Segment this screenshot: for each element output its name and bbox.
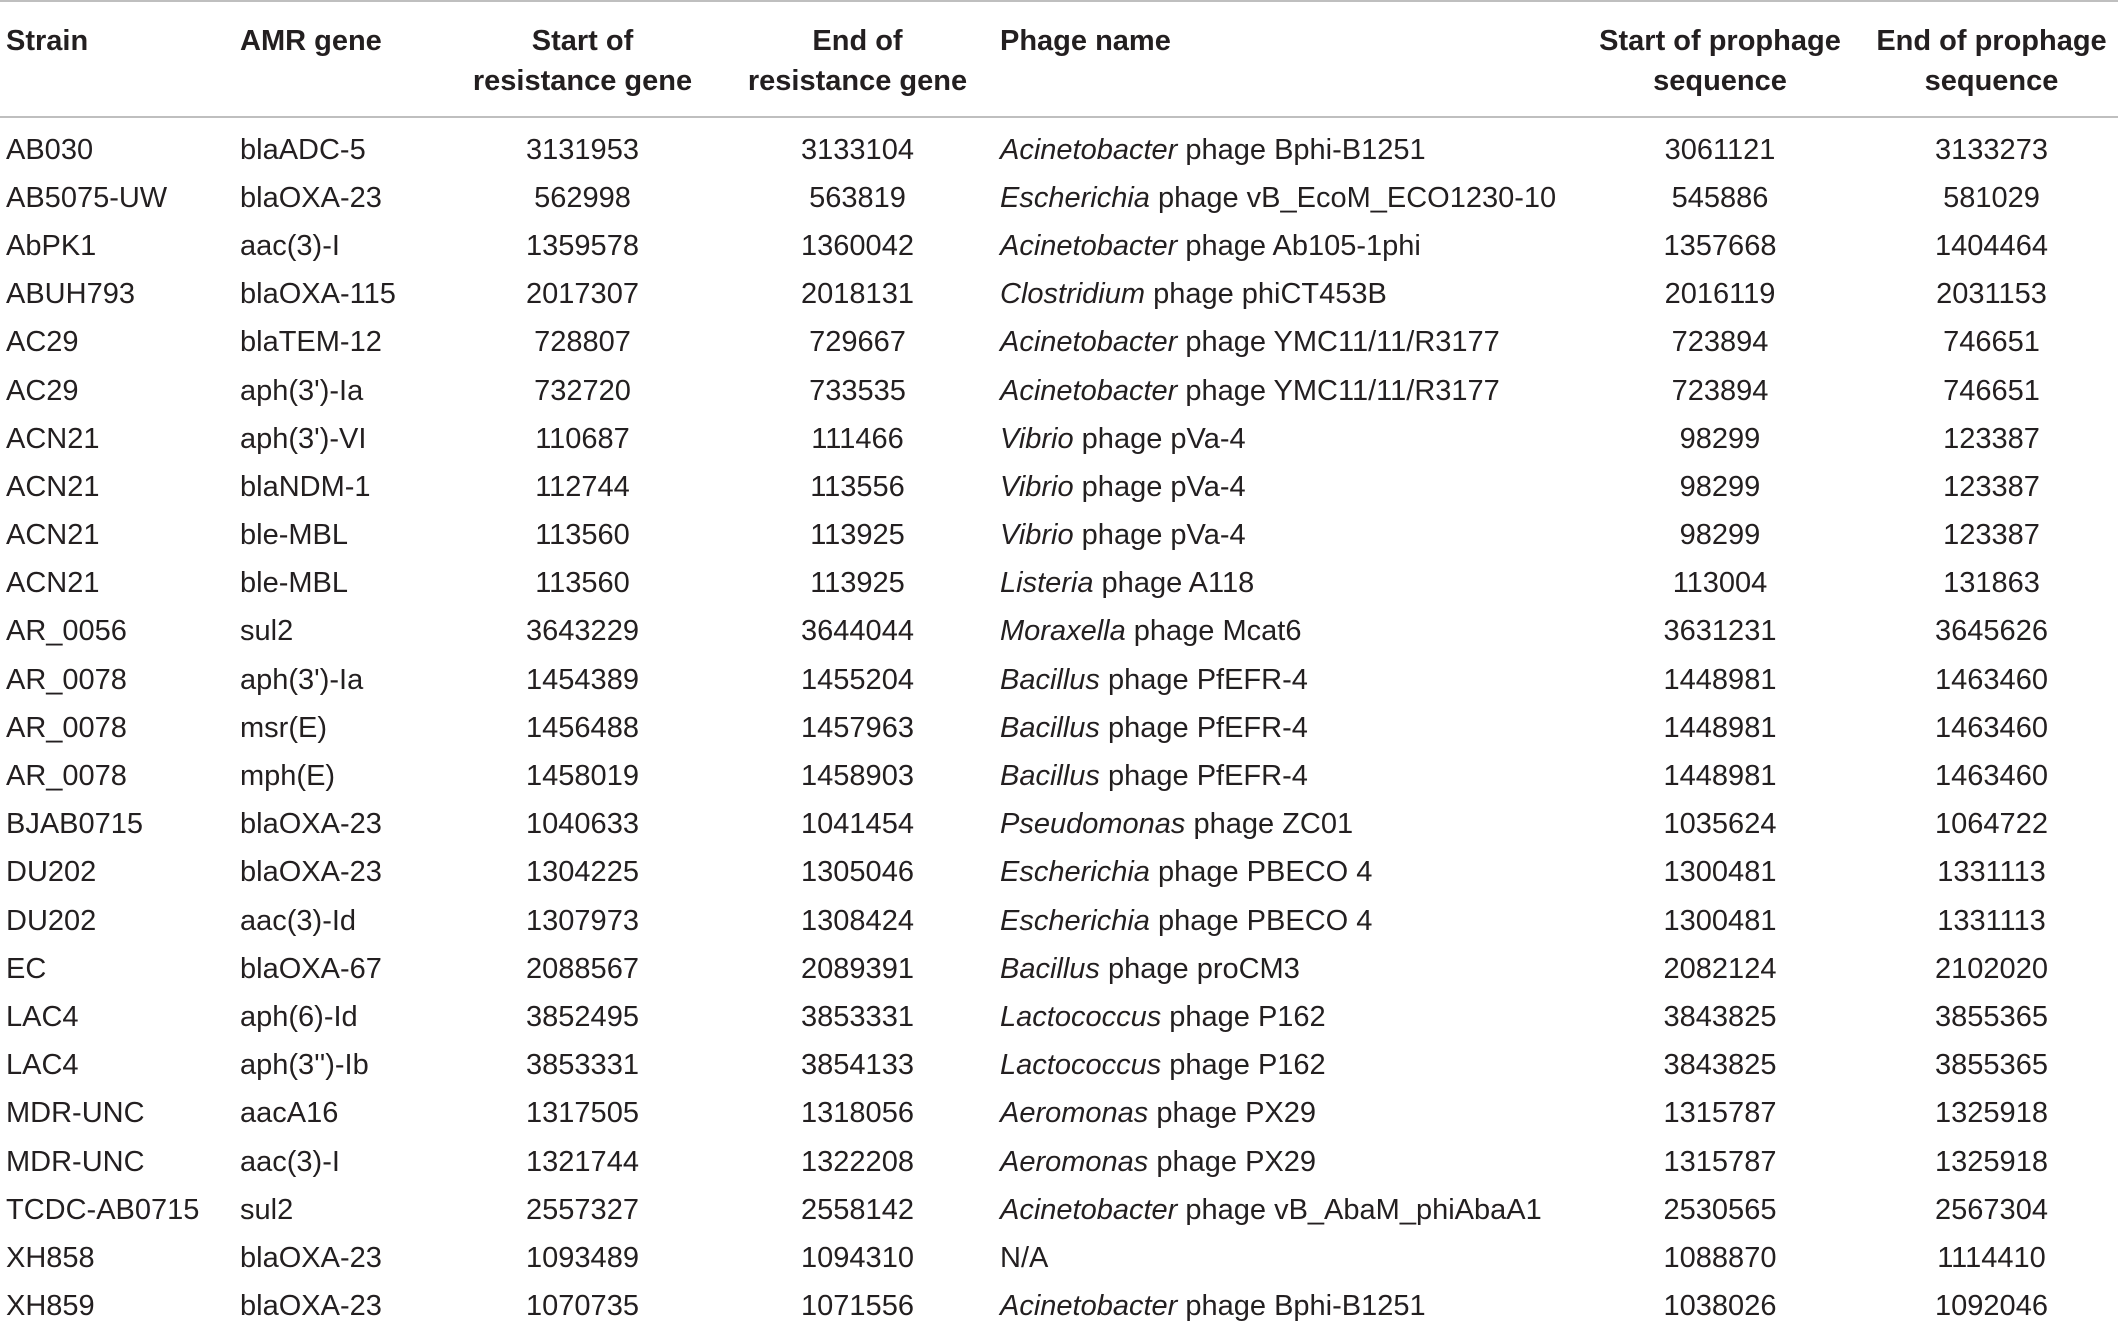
phage-name-text: phage PBECO 4 bbox=[1149, 904, 1373, 937]
cell-amr-gene: aph(3')-Ia bbox=[240, 663, 364, 696]
phage-host-genus: Listeria bbox=[1000, 567, 1094, 600]
cell-start-prophage-sequence: 1448981 bbox=[1663, 760, 1777, 793]
cell-end-resistance-gene: 1041454 bbox=[801, 808, 914, 841]
cell-start-resistance-gene: 1456488 bbox=[526, 711, 639, 744]
cell-phage-name bbox=[1000, 945, 1575, 993]
phage-host-genus: Bacillus bbox=[1000, 663, 1100, 696]
phage-host-genus: Acinetobacter bbox=[1000, 1290, 1178, 1323]
cell-strain: LAC4 bbox=[6, 1000, 79, 1033]
cell-amr-gene: aph(3')-VI bbox=[240, 422, 367, 455]
cell-start-resistance-gene: 1307973 bbox=[526, 904, 639, 937]
cell-end-resistance-gene: 1455204 bbox=[801, 663, 914, 696]
cell-phage-name bbox=[1000, 174, 1575, 222]
cell-amr-gene: ble-MBL bbox=[240, 567, 348, 600]
cell-amr-gene: sul2 bbox=[240, 1193, 294, 1226]
cell-end-prophage-sequence: 746651 bbox=[1943, 326, 2040, 359]
header-start-prophage-sequence: Start of prophage sequence bbox=[1599, 25, 1841, 97]
cell-end-prophage-sequence: 3133273 bbox=[1935, 133, 2048, 166]
phage-name-text: phage PX29 bbox=[1148, 1145, 1317, 1178]
cell-start-prophage-sequence: 1038026 bbox=[1663, 1290, 1777, 1323]
phage-host-genus: Lactococcus bbox=[1000, 1000, 1162, 1033]
table-row bbox=[0, 608, 2118, 656]
table-row bbox=[0, 1138, 2118, 1186]
cell-end-prophage-sequence: 1463460 bbox=[1935, 663, 2048, 696]
cell-start-resistance-gene: 2017307 bbox=[526, 278, 639, 311]
cell-end-resistance-gene: 3854133 bbox=[801, 1049, 914, 1082]
cell-end-prophage-sequence: 1463460 bbox=[1935, 760, 2048, 793]
cell-start-prophage-sequence: 1448981 bbox=[1663, 663, 1777, 696]
cell-amr-gene: blaOXA-23 bbox=[240, 1241, 382, 1274]
phage-host-genus: Acinetobacter bbox=[1000, 374, 1178, 407]
cell-start-prophage-sequence: 1300481 bbox=[1663, 856, 1777, 889]
phage-host-genus: Aeromonas bbox=[1000, 1145, 1149, 1178]
phage-name-text: phage Ab105-1phi bbox=[1177, 229, 1421, 262]
cell-end-resistance-gene: 3133104 bbox=[801, 133, 914, 166]
cell-end-resistance-gene: 1094310 bbox=[801, 1241, 914, 1274]
phage-name-text: phage Bphi-B1251 bbox=[1177, 1290, 1426, 1323]
phage-name-text: phage YMC11/11/R3177 bbox=[1177, 374, 1500, 407]
cell-amr-gene: blaOXA-23 bbox=[240, 856, 382, 889]
table-header bbox=[0, 1, 2118, 117]
phage-host-genus: Vibrio bbox=[1000, 519, 1074, 552]
table-row bbox=[0, 945, 2118, 993]
cell-start-prophage-sequence: 98299 bbox=[1679, 519, 1761, 552]
cell-end-prophage-sequence: 746651 bbox=[1943, 374, 2040, 407]
cell-start-prophage-sequence: 1088870 bbox=[1663, 1241, 1777, 1274]
phage-name-text: phage vB_AbaM_phiAbaA1 bbox=[1177, 1193, 1542, 1226]
cell-end-prophage-sequence: 2102020 bbox=[1935, 952, 2048, 985]
phage-name-text: phage PfEFR-4 bbox=[1099, 711, 1308, 744]
cell-end-resistance-gene: 733535 bbox=[809, 374, 906, 407]
cell-start-resistance-gene: 1359578 bbox=[526, 229, 639, 262]
cell-phage-name bbox=[1000, 1042, 1575, 1090]
cell-end-resistance-gene: 1318056 bbox=[801, 1097, 914, 1130]
cell-amr-gene: aph(3'')-Ib bbox=[240, 1049, 369, 1082]
cell-start-resistance-gene: 113560 bbox=[535, 519, 630, 552]
cell-phage-name bbox=[1000, 463, 1575, 511]
cell-amr-gene: blaADC-5 bbox=[240, 133, 366, 166]
table-row bbox=[0, 993, 2118, 1041]
cell-strain: AR_0078 bbox=[6, 760, 127, 793]
cell-phage-name bbox=[1000, 752, 1575, 800]
cell-start-prophage-sequence: 2530565 bbox=[1663, 1193, 1777, 1226]
cell-start-prophage-sequence: 1448981 bbox=[1663, 711, 1777, 744]
cell-end-resistance-gene: 2089391 bbox=[801, 952, 914, 985]
phage-name-text: phage PBECO 4 bbox=[1149, 856, 1373, 889]
phage-host-genus: Lactococcus bbox=[1000, 1049, 1162, 1082]
cell-amr-gene: aph(3')-Ia bbox=[240, 374, 364, 407]
table-body bbox=[0, 117, 2118, 1331]
table-row bbox=[0, 897, 2118, 945]
cell-phage-name bbox=[1000, 1234, 1575, 1282]
cell-start-prophage-sequence: 1357668 bbox=[1663, 229, 1777, 262]
cell-strain: BJAB0715 bbox=[6, 808, 144, 841]
phage-name-text: phage vB_EcoM_ECO1230-10 bbox=[1149, 181, 1557, 214]
cell-start-resistance-gene: 1321744 bbox=[526, 1145, 639, 1178]
cell-phage-name bbox=[1000, 704, 1575, 752]
cell-phage-name bbox=[1000, 560, 1575, 608]
cell-start-prophage-sequence: 1300481 bbox=[1663, 904, 1777, 937]
phage-name-text: phage pVa-4 bbox=[1073, 422, 1246, 455]
cell-end-resistance-gene: 1322208 bbox=[801, 1145, 914, 1178]
cell-start-prophage-sequence: 723894 bbox=[1671, 374, 1769, 407]
phage-host-genus: Escherichia bbox=[1000, 856, 1150, 889]
cell-amr-gene: ble-MBL bbox=[240, 519, 348, 552]
cell-start-resistance-gene: 1454389 bbox=[526, 663, 639, 696]
phage-name-text: phage PX29 bbox=[1148, 1097, 1317, 1130]
phage-name-text: phage proCM3 bbox=[1099, 952, 1300, 985]
cell-phage-name bbox=[1000, 222, 1575, 270]
cell-end-resistance-gene: 1305046 bbox=[801, 856, 914, 889]
cell-phage-name bbox=[1000, 1186, 1575, 1234]
phage-name-text: phage Mcat6 bbox=[1125, 615, 1302, 648]
cell-phage-name bbox=[1000, 415, 1575, 463]
cell-start-prophage-sequence: 2016119 bbox=[1664, 278, 1776, 311]
cell-end-resistance-gene: 113556 bbox=[810, 470, 905, 503]
table-row bbox=[0, 367, 2118, 415]
cell-end-resistance-gene: 3853331 bbox=[801, 1000, 914, 1033]
cell-strain: ABUH793 bbox=[6, 278, 135, 311]
cell-end-prophage-sequence: 123387 bbox=[1943, 519, 2040, 552]
cell-start-resistance-gene: 728807 bbox=[534, 326, 631, 359]
cell-amr-gene: blaOXA-23 bbox=[240, 1290, 382, 1323]
cell-phage-name bbox=[1000, 1090, 1575, 1138]
phage-name-text: phage PfEFR-4 bbox=[1099, 760, 1308, 793]
table-row bbox=[0, 463, 2118, 511]
cell-strain: ACN21 bbox=[6, 519, 100, 552]
table-row bbox=[0, 512, 2118, 560]
cell-strain: DU202 bbox=[6, 904, 97, 937]
phage-name-text: phage pVa-4 bbox=[1073, 470, 1246, 503]
phage-name-text: phage P162 bbox=[1161, 1049, 1326, 1082]
cell-start-prophage-sequence: 3631231 bbox=[1663, 615, 1777, 648]
cell-end-resistance-gene: 113925 bbox=[810, 567, 905, 600]
cell-amr-gene: sul2 bbox=[240, 615, 294, 648]
table-row bbox=[0, 117, 2118, 174]
cell-strain: AB5075-UW bbox=[6, 181, 168, 214]
header-end-prophage-sequence: End of prophage sequence bbox=[1876, 25, 2107, 97]
cell-phage-name bbox=[1000, 512, 1575, 560]
cell-amr-gene: aacA16 bbox=[240, 1097, 339, 1130]
cell-start-resistance-gene: 3852495 bbox=[526, 1000, 639, 1033]
phage-name-text: N/A bbox=[1000, 1241, 1049, 1274]
header-strain: Strain bbox=[6, 25, 89, 57]
cell-end-resistance-gene: 563819 bbox=[809, 181, 906, 214]
cell-start-resistance-gene: 732720 bbox=[534, 374, 631, 407]
cell-strain: XH859 bbox=[6, 1290, 95, 1323]
cell-start-resistance-gene: 1070735 bbox=[526, 1290, 639, 1323]
cell-start-prophage-sequence: 2082124 bbox=[1663, 952, 1777, 985]
cell-start-resistance-gene: 3643229 bbox=[526, 615, 639, 648]
phage-name-text: phage P162 bbox=[1161, 1000, 1326, 1033]
cell-phage-name bbox=[1000, 1138, 1575, 1186]
cell-amr-gene: mph(E) bbox=[240, 760, 336, 793]
cell-phage-name bbox=[1000, 849, 1575, 897]
cell-start-prophage-sequence: 3061121 bbox=[1664, 133, 1776, 166]
cell-end-resistance-gene: 1308424 bbox=[801, 904, 914, 937]
cell-strain: ACN21 bbox=[6, 567, 100, 600]
cell-strain: TCDC-AB0715 bbox=[6, 1193, 200, 1226]
phage-name-text: phage phiCT453B bbox=[1145, 278, 1387, 311]
cell-end-prophage-sequence: 1463460 bbox=[1935, 711, 2048, 744]
phage-name-text: phage pVa-4 bbox=[1073, 519, 1246, 552]
cell-amr-gene: blaNDM-1 bbox=[240, 470, 371, 503]
cell-start-resistance-gene: 1093489 bbox=[526, 1241, 639, 1274]
phage-host-genus: Acinetobacter bbox=[1000, 229, 1178, 262]
cell-amr-gene: aph(6)-Id bbox=[240, 1000, 358, 1033]
cell-amr-gene: msr(E) bbox=[240, 711, 327, 744]
cell-strain: DU202 bbox=[6, 856, 97, 889]
phage-host-genus: Acinetobacter bbox=[1000, 326, 1178, 359]
cell-phage-name bbox=[1000, 897, 1575, 945]
cell-end-resistance-gene: 2018131 bbox=[801, 278, 914, 311]
cell-end-prophage-sequence: 3645626 bbox=[1935, 615, 2048, 648]
cell-start-prophage-sequence: 1315787 bbox=[1663, 1145, 1777, 1178]
cell-phage-name bbox=[1000, 993, 1575, 1041]
table-row bbox=[0, 271, 2118, 319]
phage-host-genus: Escherichia bbox=[1000, 181, 1150, 214]
phage-host-genus: Moraxella bbox=[1000, 615, 1126, 648]
cell-start-resistance-gene: 1458019 bbox=[526, 760, 639, 793]
cell-strain: LAC4 bbox=[6, 1049, 79, 1082]
cell-end-prophage-sequence: 131863 bbox=[1943, 567, 2040, 600]
phage-host-genus: Acinetobacter bbox=[1000, 1193, 1178, 1226]
cell-end-prophage-sequence: 1092046 bbox=[1935, 1290, 2048, 1323]
cell-strain: MDR-UNC bbox=[6, 1145, 145, 1178]
cell-amr-gene: aac(3)-I bbox=[240, 1145, 340, 1178]
phage-host-genus: Vibrio bbox=[1000, 422, 1074, 455]
cell-amr-gene: blaOXA-115 bbox=[240, 278, 396, 311]
cell-end-resistance-gene: 113925 bbox=[810, 519, 905, 552]
cell-start-prophage-sequence: 1035624 bbox=[1663, 808, 1777, 841]
table-row bbox=[0, 1042, 2118, 1090]
cell-start-resistance-gene: 112744 bbox=[535, 470, 630, 503]
cell-end-resistance-gene: 1457963 bbox=[801, 711, 914, 744]
cell-strain: ACN21 bbox=[6, 422, 100, 455]
cell-amr-gene: blaTEM-12 bbox=[240, 326, 382, 359]
phage-host-genus: Bacillus bbox=[1000, 760, 1100, 793]
table-row bbox=[0, 1234, 2118, 1282]
cell-end-prophage-sequence: 2031153 bbox=[1936, 278, 2047, 311]
phage-host-genus: Pseudomonas bbox=[1000, 808, 1186, 841]
phage-name-text: phage A118 bbox=[1093, 567, 1255, 600]
table-row bbox=[0, 222, 2118, 270]
cell-end-prophage-sequence: 1325918 bbox=[1935, 1097, 2048, 1130]
cell-start-prophage-sequence: 98299 bbox=[1679, 470, 1761, 503]
cell-end-prophage-sequence: 123387 bbox=[1943, 470, 2040, 503]
cell-phage-name bbox=[1000, 608, 1575, 656]
table-row bbox=[0, 1186, 2118, 1234]
cell-end-prophage-sequence: 581029 bbox=[1943, 181, 2040, 214]
table-row bbox=[0, 319, 2118, 367]
cell-start-resistance-gene: 3853331 bbox=[526, 1049, 639, 1082]
cell-end-resistance-gene: 1458903 bbox=[801, 760, 914, 793]
cell-phage-name bbox=[1000, 801, 1575, 849]
table-row bbox=[0, 415, 2118, 463]
cell-start-prophage-sequence: 545886 bbox=[1671, 181, 1769, 214]
cell-end-resistance-gene: 3644044 bbox=[801, 615, 914, 648]
cell-end-prophage-sequence: 3855365 bbox=[1935, 1049, 2048, 1082]
cell-start-prophage-sequence: 3843825 bbox=[1663, 1000, 1777, 1033]
cell-end-prophage-sequence: 1404464 bbox=[1935, 229, 2048, 262]
phage-host-genus: Clostridium bbox=[1000, 278, 1146, 311]
header-row bbox=[0, 1, 2118, 117]
cell-strain: MDR-UNC bbox=[6, 1097, 145, 1130]
cell-end-prophage-sequence: 3855365 bbox=[1935, 1000, 2048, 1033]
cell-end-prophage-sequence: 2567304 bbox=[1935, 1193, 2048, 1226]
cell-start-prophage-sequence: 723894 bbox=[1671, 326, 1769, 359]
phage-name-text: phage PfEFR-4 bbox=[1099, 663, 1308, 696]
cell-end-resistance-gene: 729667 bbox=[809, 326, 906, 359]
cell-strain: AR_0078 bbox=[6, 663, 127, 696]
cell-start-prophage-sequence: 1315787 bbox=[1663, 1097, 1777, 1130]
table-row bbox=[0, 801, 2118, 849]
cell-end-prophage-sequence: 1114410 bbox=[1937, 1241, 2046, 1274]
phage-name-text: phage ZC01 bbox=[1185, 808, 1354, 841]
phage-name-text: phage Bphi-B1251 bbox=[1177, 133, 1426, 166]
table-row bbox=[0, 704, 2118, 752]
cell-strain: XH858 bbox=[6, 1241, 95, 1274]
cell-start-resistance-gene: 110687 bbox=[535, 422, 630, 455]
phage-host-genus: Aeromonas bbox=[1000, 1097, 1149, 1130]
table-row bbox=[0, 560, 2118, 608]
cell-start-resistance-gene: 3131953 bbox=[526, 133, 639, 166]
header-phage-name: Phage name bbox=[1000, 25, 1171, 57]
cell-strain: AB030 bbox=[6, 133, 94, 166]
cell-strain: AC29 bbox=[6, 326, 79, 359]
phage-host-genus: Bacillus bbox=[1000, 711, 1100, 744]
phage-host-genus: Bacillus bbox=[1000, 952, 1100, 985]
cell-amr-gene: blaOXA-67 bbox=[240, 952, 382, 985]
phage-host-genus: Acinetobacter bbox=[1000, 133, 1178, 166]
phage-host-genus: Vibrio bbox=[1000, 470, 1074, 503]
cell-phage-name bbox=[1000, 271, 1575, 319]
cell-end-prophage-sequence: 1331113 bbox=[1937, 856, 2046, 889]
cell-start-prophage-sequence: 98299 bbox=[1679, 422, 1761, 455]
cell-amr-gene: blaOXA-23 bbox=[240, 181, 382, 214]
table-row bbox=[0, 849, 2118, 897]
table-row bbox=[0, 656, 2118, 704]
cell-start-resistance-gene: 1317505 bbox=[526, 1097, 639, 1130]
cell-strain: ACN21 bbox=[6, 470, 100, 503]
cell-amr-gene: aac(3)-I bbox=[240, 229, 340, 262]
cell-phage-name bbox=[1000, 319, 1575, 367]
header-start-resistance-gene: Start of resistance gene bbox=[472, 25, 693, 97]
header-amr-gene: AMR gene bbox=[240, 25, 382, 57]
header-end-resistance-gene: End of resistance gene bbox=[747, 25, 968, 97]
cell-end-prophage-sequence: 1064722 bbox=[1935, 808, 2048, 841]
cell-start-prophage-sequence: 3843825 bbox=[1663, 1049, 1777, 1082]
cell-end-resistance-gene: 111466 bbox=[811, 422, 904, 455]
cell-end-prophage-sequence: 1331113 bbox=[1937, 904, 2046, 937]
cell-phage-name bbox=[1000, 367, 1575, 415]
cell-end-prophage-sequence: 1325918 bbox=[1935, 1145, 2048, 1178]
cell-start-resistance-gene: 1304225 bbox=[526, 856, 639, 889]
cell-start-resistance-gene: 113560 bbox=[535, 567, 630, 600]
cell-start-resistance-gene: 2088567 bbox=[526, 952, 639, 985]
cell-strain: EC bbox=[6, 952, 47, 985]
cell-end-prophage-sequence: 123387 bbox=[1943, 422, 2040, 455]
cell-phage-name bbox=[1000, 656, 1575, 704]
cell-strain: AR_0078 bbox=[6, 711, 127, 744]
cell-strain: AC29 bbox=[6, 374, 79, 407]
phage-host-genus: Escherichia bbox=[1000, 904, 1150, 937]
table-row bbox=[0, 752, 2118, 800]
table-row bbox=[0, 1090, 2118, 1138]
cell-strain: AR_0056 bbox=[6, 615, 127, 648]
cell-amr-gene: blaOXA-23 bbox=[240, 808, 382, 841]
table-row bbox=[0, 174, 2118, 222]
cell-amr-gene: aac(3)-Id bbox=[240, 904, 357, 937]
cell-start-resistance-gene: 1040633 bbox=[526, 808, 639, 841]
cell-start-prophage-sequence: 113004 bbox=[1672, 567, 1768, 600]
cell-end-resistance-gene: 1360042 bbox=[801, 229, 914, 262]
cell-end-resistance-gene: 1071556 bbox=[801, 1290, 914, 1323]
cell-phage-name bbox=[1000, 1283, 1575, 1331]
cell-start-resistance-gene: 562998 bbox=[534, 181, 631, 214]
table-row bbox=[0, 1283, 2118, 1331]
cell-phage-name bbox=[1000, 117, 1575, 174]
cell-start-resistance-gene: 2557327 bbox=[526, 1193, 639, 1226]
cell-strain: AbPK1 bbox=[6, 229, 97, 262]
cell-end-resistance-gene: 2558142 bbox=[801, 1193, 914, 1226]
phage-name-text: phage YMC11/11/R3177 bbox=[1177, 326, 1500, 359]
